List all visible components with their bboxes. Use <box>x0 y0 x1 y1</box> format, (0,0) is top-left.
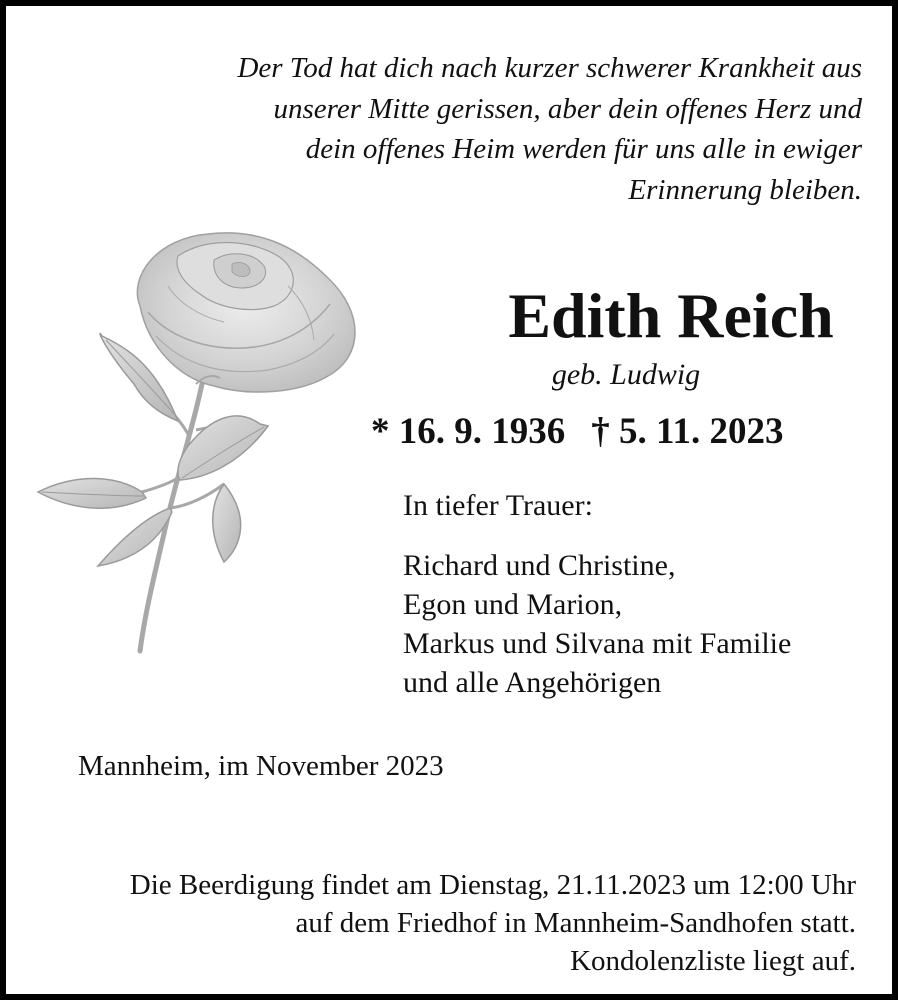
family-member: Egon und Marion, <box>403 588 623 621</box>
family-list <box>403 546 791 702</box>
rose-icon <box>28 216 373 661</box>
quote-line: unserer Mitte gerissen, aber dein offenes Herz und <box>273 92 862 125</box>
mourning-heading: In tiefer Trauer: <box>403 489 593 522</box>
funeral-info <box>56 866 856 980</box>
maiden-name: geb. Ludwig <box>551 358 701 391</box>
quote-line: dein offenes Heim werden für uns alle in ewiger <box>305 133 862 165</box>
quote-line: Der Tod hat dich nach kurzer schwerer Krankheit aus <box>237 52 862 84</box>
death-date: † 5. 11. 2023 <box>591 411 784 452</box>
memorial-quote <box>102 48 862 210</box>
life-dates <box>371 408 783 456</box>
funeral-line: Die Beerdigung findet am Dienstag, 21.11.2023 um 12:00 Uhr <box>129 869 856 901</box>
birth-date: * 16. 9. 1936 <box>371 411 566 452</box>
family-member: Richard und Christine, <box>403 549 676 582</box>
deceased-name: Edith Reich <box>508 280 834 351</box>
family-member: und alle Angehörigen <box>403 666 662 699</box>
funeral-line: auf dem Friedhof in Mannheim-Sandhofen statt. <box>295 907 856 939</box>
family-member: Markus und Silvana mit Familie <box>403 627 792 660</box>
funeral-line: Kondolenzliste liegt auf. <box>570 945 856 977</box>
place-and-date: Mannheim, im November 2023 <box>78 750 444 782</box>
quote-line: Erinnerung bleiben. <box>628 173 862 206</box>
